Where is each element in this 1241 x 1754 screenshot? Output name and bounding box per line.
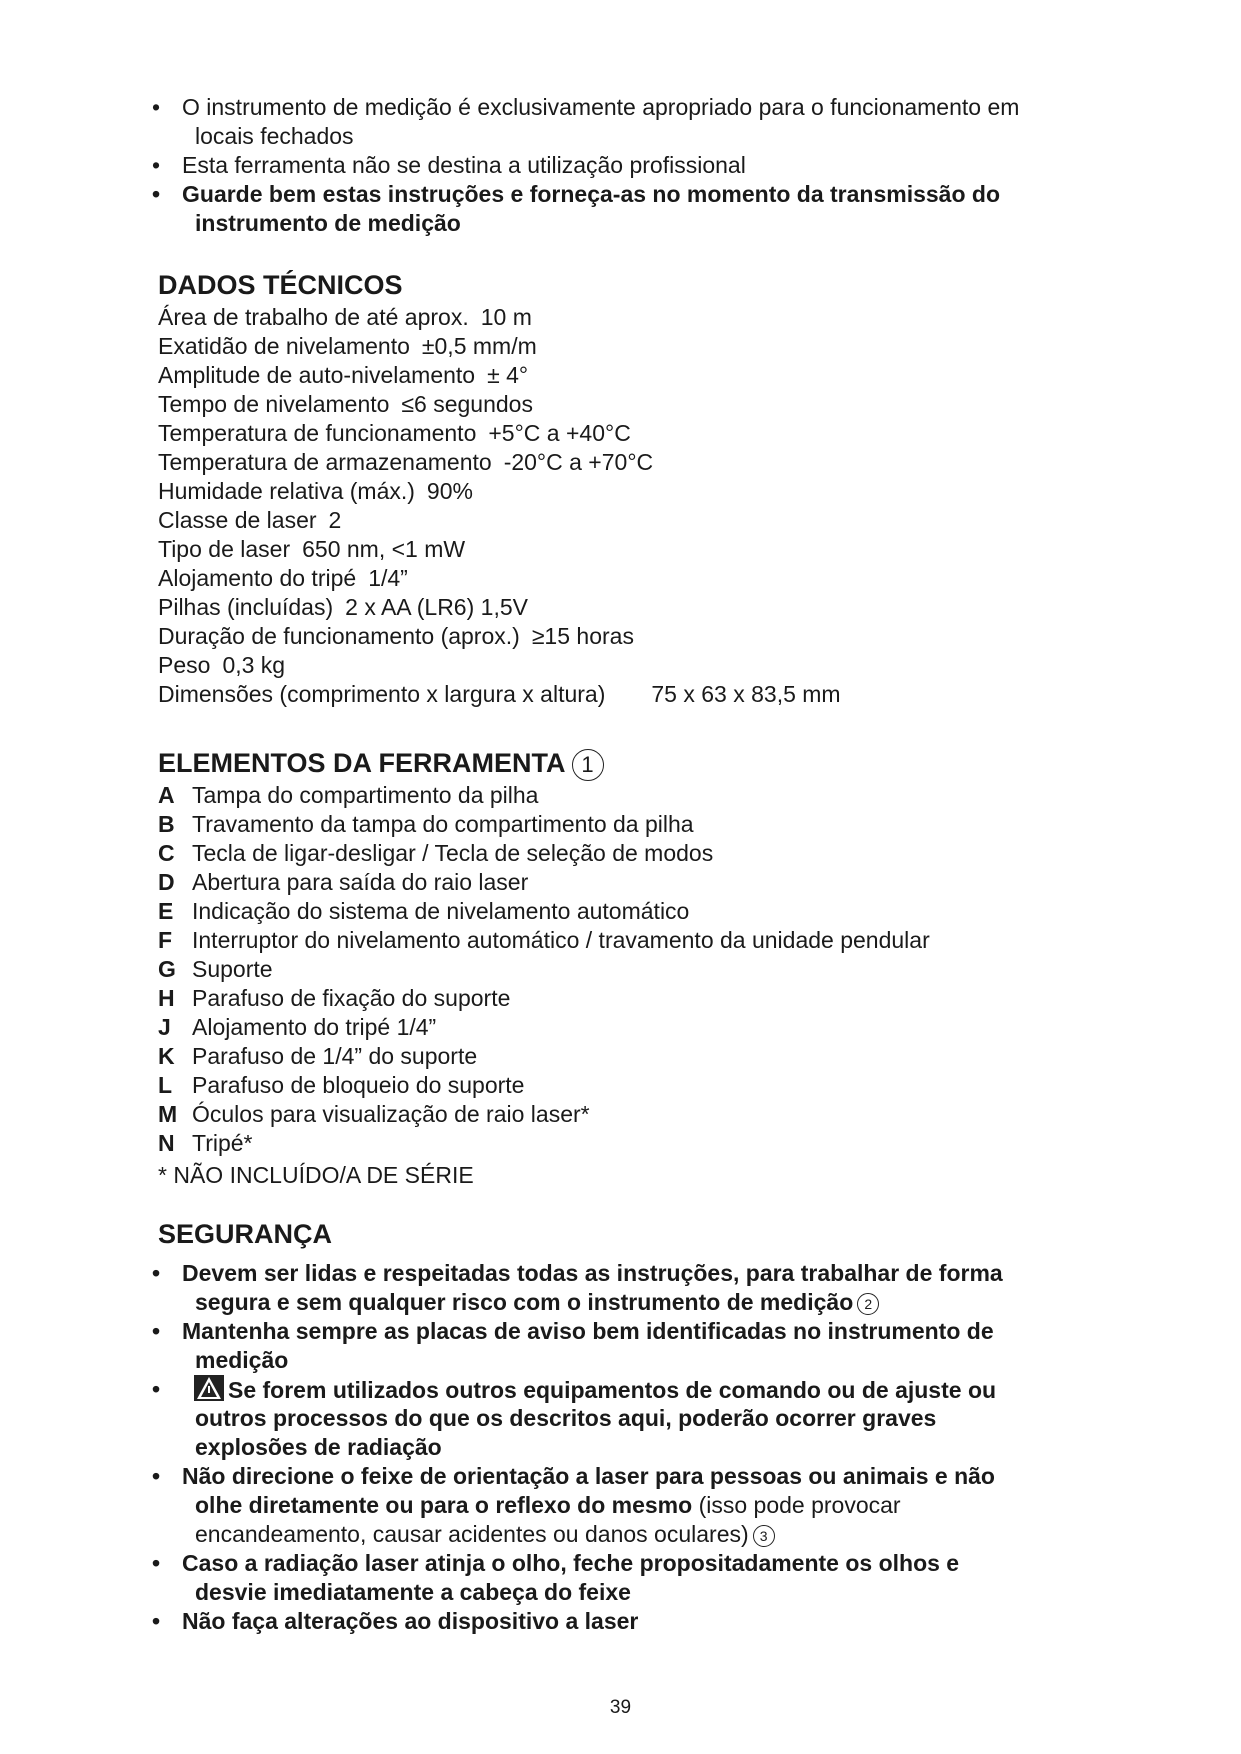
bullet-text: O instrumento de medição é exclusivamente apropriado para o funcionamento em: [182, 94, 1020, 120]
spec-value: +5°C a +40°C: [488, 420, 631, 446]
spec-row: [158, 332, 1078, 361]
spec-label: Humidade relativa (máx.): [158, 478, 415, 504]
bullet-text: Esta ferramenta não se destina a utilização profissional: [182, 152, 746, 178]
spec-row: [158, 390, 1078, 419]
bullet-text: olhe diretamente ou para o reflexo do mesmo: [195, 1492, 693, 1518]
bullet-item: • Devem ser lidas e respeitadas todas as instruções, para trabalhar de forma: [152, 1260, 1003, 1286]
section-title-tech: DADOS TÉCNICOS: [158, 270, 403, 300]
bullet-text: Não faça alterações ao dispositivo a laser: [182, 1608, 639, 1634]
spec-row: [158, 622, 1078, 651]
spec-row: [158, 361, 1078, 390]
spec-value: 2: [328, 507, 342, 533]
spec-row: [158, 303, 1078, 332]
spec-row: [158, 419, 1078, 448]
bullet-text: segura e sem qualquer risco com o instrumento de medição: [195, 1289, 854, 1315]
spec-label: Pilhas (incluídas): [158, 594, 334, 620]
page-number: 39: [609, 1697, 632, 1718]
element-letter: M: [158, 1101, 178, 1127]
element-letter: J: [158, 1014, 171, 1040]
bullet-continuation: medição: [195, 1347, 289, 1373]
spec-value: 1/4”: [368, 565, 408, 591]
element-text: Parafuso de fixação do suporte: [192, 985, 511, 1011]
bullet-continuation: instrumento de medição: [195, 210, 461, 236]
element-text: Interruptor do nivelamento automático / travamento da unidade pendular: [192, 927, 930, 953]
element-item: [158, 926, 1078, 955]
spec-value: ±0,5 mm/m: [421, 333, 537, 359]
spec-value: 650 nm, <1 mW: [302, 536, 466, 562]
element-text: Parafuso de bloqueio do suporte: [192, 1072, 525, 1098]
spec-label: Temperatura de armazenamento: [158, 449, 492, 475]
spec-row: [158, 506, 1078, 535]
spec-label: Tipo de laser: [158, 536, 291, 562]
spec-label: Duração de funcionamento (aprox.): [158, 623, 520, 649]
element-list: [158, 781, 1078, 1158]
intro-bullets: [152, 93, 1078, 238]
spec-label: Temperatura de funcionamento: [158, 420, 477, 446]
elements-note: * NÃO INCLUÍDO/A DE SÉRIE: [158, 1162, 474, 1188]
element-item: [158, 1100, 1078, 1129]
bullet-text: (isso pode provocar: [698, 1492, 901, 1518]
spec-value: 75 x 63 x 83,5 mm: [651, 681, 841, 707]
element-letter: D: [158, 869, 175, 895]
spec-label: Classe de laser: [158, 507, 317, 533]
element-letter: E: [158, 898, 174, 924]
bullet-text: Mantenha sempre as placas de aviso bem identificadas no instrumento de: [182, 1318, 994, 1344]
element-letter: K: [158, 1043, 175, 1069]
element-item: [158, 1129, 1078, 1158]
spec-value: ≤6 segundos: [401, 391, 533, 417]
element-text: Abertura para saída do raio laser: [192, 869, 529, 895]
figure-ref-badge: 3: [753, 1525, 775, 1547]
bullet-item: • Guarde bem estas instruções e forneça-as no momento da transmissão do: [152, 181, 1001, 207]
bullet-text: Guarde bem estas instruções e forneça-as no momento da transmissão do: [182, 181, 1001, 207]
bullet-continuation: locais fechados: [195, 123, 354, 149]
spec-label: Tempo de nivelamento: [158, 391, 390, 417]
element-letter: N: [158, 1130, 175, 1156]
element-text: Tecla de ligar-desligar / Tecla de seleção de modos: [192, 840, 714, 866]
element-item: [158, 839, 1078, 868]
element-item: [158, 868, 1078, 897]
element-text: Suporte: [192, 956, 273, 982]
bullet-continuation: [158, 1288, 1078, 1317]
spec-row: [158, 651, 1078, 680]
element-letter: F: [158, 927, 173, 953]
laser-warning-icon: [194, 1375, 224, 1401]
element-letter: L: [158, 1072, 173, 1098]
spec-value: ± 4°: [487, 362, 529, 388]
element-item: [158, 955, 1078, 984]
element-item: [158, 1071, 1078, 1100]
spec-value: 0,3 kg: [222, 652, 286, 678]
bullet-continuation: outros processos do que os descritos aqui, poderão ocorrer graves: [195, 1405, 937, 1431]
element-item: [158, 810, 1078, 839]
figure-ref-badge: 2: [857, 1293, 879, 1315]
section-title-safety: SEGURANÇA: [158, 1219, 333, 1249]
bullet-continuation: desvie imediatamente a cabeça do feixe: [195, 1579, 631, 1605]
element-item: [158, 897, 1078, 926]
bullet-text: Se forem utilizados outros equipamentos de comando ou de ajuste ou: [228, 1377, 997, 1403]
elements-title-text: ELEMENTOS DA FERRAMENTA: [158, 748, 566, 778]
spec-value: ≥15 horas: [531, 623, 634, 649]
element-item: [158, 1013, 1078, 1042]
spec-value: 2 x AA (LR6) 1,5V: [345, 594, 528, 620]
spec-row: [158, 680, 1078, 709]
element-text: Tripé*: [192, 1130, 253, 1156]
spec-value: 10 m: [480, 304, 532, 330]
bullet-item: • O instrumento de medição é exclusivamente apropriado para o funcionamento em: [152, 94, 1020, 120]
spec-value: 90%: [426, 478, 473, 504]
spec-label: Exatidão de nivelamento: [158, 333, 410, 359]
bullet-continuation: explosões de radiação: [195, 1434, 442, 1460]
spec-row: [158, 477, 1078, 506]
element-text: Travamento da tampa do compartimento da pilha: [192, 811, 694, 837]
spec-row: [158, 535, 1078, 564]
element-text: Parafuso de 1/4” do suporte: [192, 1043, 478, 1069]
bullet-text: Devem ser lidas e respeitadas todas as instruções, para trabalhar de forma: [182, 1260, 1003, 1286]
bullet-item: • Mantenha sempre as placas de aviso bem identificadas no instrumento de: [152, 1318, 994, 1344]
bullet-text: encandeamento, causar acidentes ou danos oculares): [195, 1521, 749, 1547]
spec-label: Peso: [158, 652, 211, 678]
elements-section: [158, 745, 1078, 1190]
safety-section: [152, 1216, 1078, 1636]
bullet-continuation: [158, 1491, 1078, 1520]
element-letter: A: [158, 782, 175, 808]
tech-rows: [158, 303, 1078, 709]
spec-row: [158, 564, 1078, 593]
bullet-item: • Não direcione o feixe de orientação a laser para pessoas ou animais e não: [152, 1463, 995, 1489]
bullet-text: Não direcione o feixe de orientação a laser para pessoas ou animais e não: [182, 1463, 995, 1489]
spec-label: Amplitude de auto-nivelamento: [158, 362, 476, 388]
element-item: [158, 781, 1078, 810]
bullet-item: • Caso a radiação laser atinja o olho, feche propositadamente os olhos e: [152, 1550, 960, 1576]
bullet-item: • Esta ferramenta não se destina a utilização profissional: [152, 152, 746, 178]
element-letter: H: [158, 985, 175, 1011]
bullet-continuation: [158, 1520, 1078, 1549]
tech-section: [158, 267, 1078, 709]
element-text: Óculos para visualização de raio laser*: [192, 1101, 590, 1127]
spec-value: -20°C a +70°C: [503, 449, 654, 475]
bullet-item: • Não faça alterações ao dispositivo a laser: [152, 1608, 639, 1634]
element-text: Tampa do compartimento da pilha: [192, 782, 539, 808]
element-letter: C: [158, 840, 175, 866]
element-item: [158, 984, 1078, 1013]
element-letter: B: [158, 811, 175, 837]
element-letter: G: [158, 956, 176, 982]
figure-ref-badge: 1: [572, 749, 604, 781]
element-text: Indicação do sistema de nivelamento automático: [192, 898, 690, 924]
bullet-text: Caso a radiação laser atinja o olho, feche propositadamente os olhos e: [182, 1550, 960, 1576]
spec-row: [158, 448, 1078, 477]
section-title-elements: [158, 745, 1078, 781]
bullet-item: • Se forem utilizados outros equipamentos de comando ou de ajuste ou: [152, 1376, 997, 1403]
spec-label: Alojamento do tripé: [158, 565, 357, 591]
element-item: [158, 1042, 1078, 1071]
spec-row: [158, 593, 1078, 622]
spec-label: Área de trabalho de até aprox.: [158, 304, 469, 330]
element-text: Alojamento do tripé 1/4”: [192, 1014, 437, 1040]
spec-label: Dimensões (comprimento x largura x altura): [158, 681, 606, 707]
